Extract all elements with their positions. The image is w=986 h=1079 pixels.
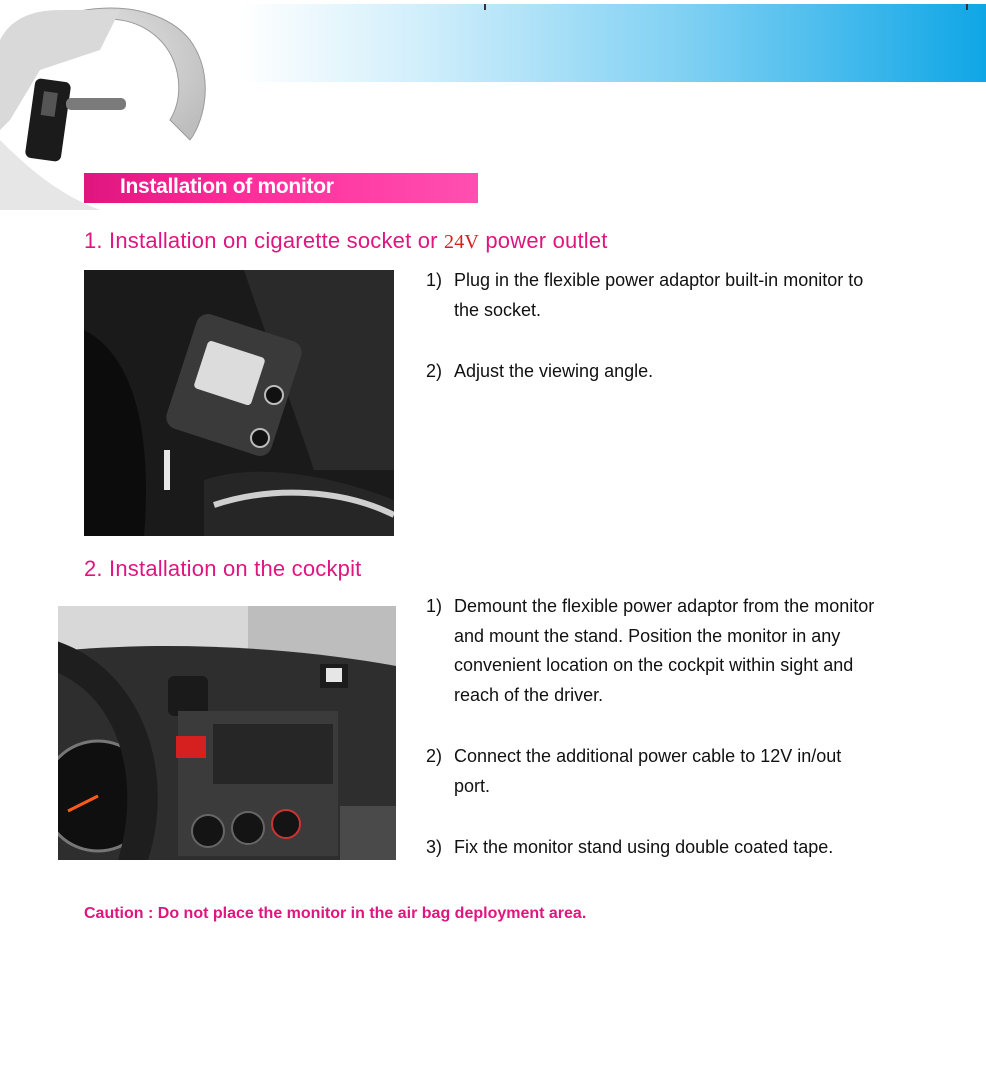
cockpit-install-photo xyxy=(58,606,396,860)
list-item xyxy=(426,742,876,801)
step-text: Demount the flexible power adaptor from the monitor and mount the stand. Position the monitor in any convenient location on the cockpit within sight and reach of the driver. xyxy=(454,596,875,705)
list-item xyxy=(426,266,876,325)
caution-note: Caution : Do not place the monitor in the air bag deployment area. xyxy=(84,905,587,922)
part1-steps xyxy=(426,266,876,419)
part1-heading-prefix: 1. Installation on cigarette socket or xyxy=(84,228,444,253)
step-text: Adjust the viewing angle. xyxy=(454,361,654,381)
step-number: 2) xyxy=(426,746,443,766)
step-number: 2) xyxy=(426,361,443,381)
step-text: Plug in the flexible power adaptor built-in monitor to the socket. xyxy=(454,270,864,320)
part2-heading: 2. Installation on the cockpit xyxy=(84,556,362,581)
step-text: Connect the additional power cable to 12V in/out port. xyxy=(454,746,842,796)
socket-install-photo xyxy=(84,270,394,536)
header-tick-mark xyxy=(966,4,968,10)
list-item xyxy=(426,357,876,387)
step-number: 3) xyxy=(426,837,443,857)
step-text: Fix the monitor stand using double coated tape. xyxy=(454,837,834,857)
step-number: 1) xyxy=(426,270,443,290)
list-item xyxy=(426,592,876,710)
part1-heading-voltage: 24V xyxy=(444,231,480,253)
header-tick-mark xyxy=(484,4,486,10)
list-item xyxy=(426,833,876,863)
part1-heading-suffix: power outlet xyxy=(479,228,608,253)
step-number: 1) xyxy=(426,596,443,616)
section-title: Installation of monitor xyxy=(120,175,334,198)
part2-steps xyxy=(426,592,876,895)
part1-heading xyxy=(84,228,608,254)
header-banner xyxy=(240,4,986,82)
